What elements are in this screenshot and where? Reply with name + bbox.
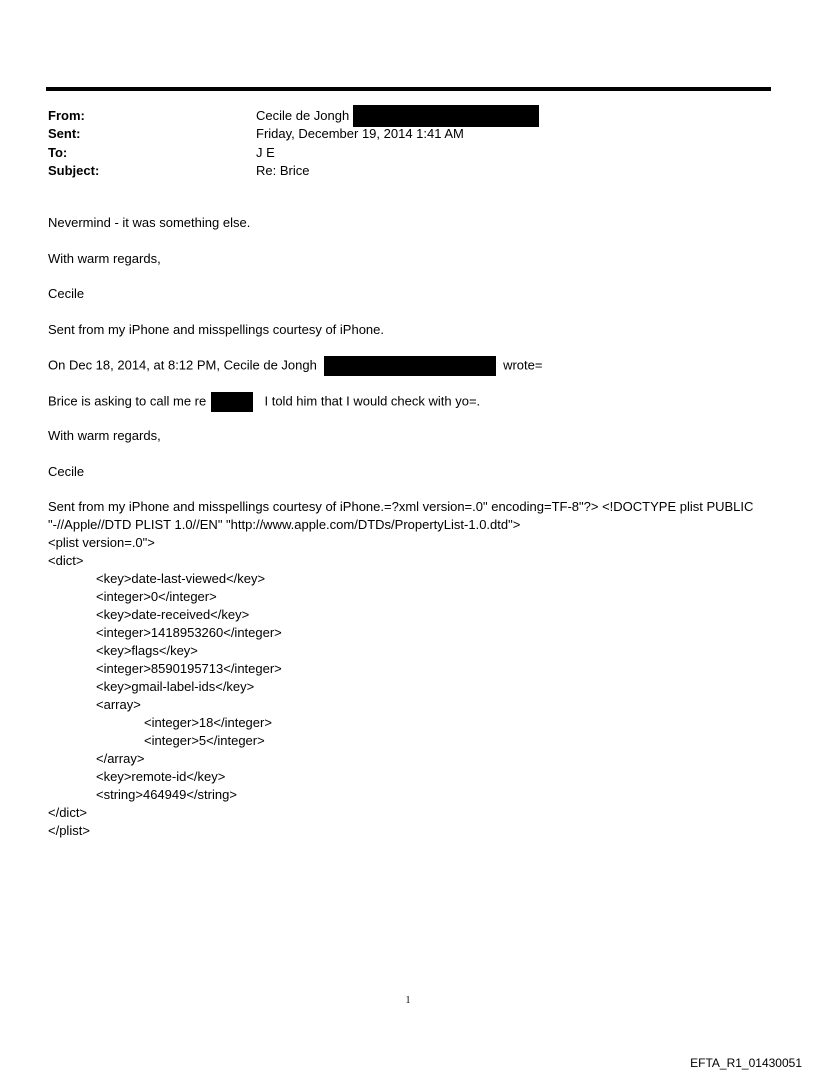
from-label: From: [48, 108, 85, 123]
signature-name: Cecile [48, 463, 85, 479]
regards-line: With warm regards, [48, 428, 161, 443]
quoted-line-end: I told him that I would check with yo=. [264, 392, 481, 408]
regards-line: With warm regards, [48, 250, 161, 266]
plist-line: <key>remote-id</key> [96, 769, 226, 784]
quote-intro-start: On Dec 18, 2014, at 8:12 PM, Cecile de Jongh [48, 357, 317, 373]
sent-label: Sent: [48, 126, 81, 142]
plist-line: <array> [96, 697, 141, 712]
signature-line: Sent from my iPhone and misspellings courtesy of iPhone.=?xml version=.0" encoding=TF-8"?> <!DOCTYPE plist PUBLIC [48, 499, 754, 514]
plist-line: <dict> [48, 553, 84, 568]
plist-line: <string>464949</string> [96, 787, 237, 802]
signature-line: Sent from my iPhone and misspellings courtesy of iPhone. [48, 321, 385, 337]
plist-block [48, 534, 773, 840]
redaction-box [353, 105, 539, 127]
to-label: To: [48, 144, 68, 160]
quoted-line-start: Brice is asking to call me re [48, 392, 207, 408]
header-rule [46, 87, 771, 91]
plist-line: <key>date-received</key> [96, 607, 250, 622]
quoted-line [48, 392, 773, 410]
plist-line: </dict> [48, 805, 88, 820]
plist-line: </plist> [48, 823, 90, 838]
redaction-box [211, 392, 253, 412]
to-value: J E [256, 144, 275, 160]
plist-line: <integer>1418953260</integer> [96, 625, 282, 640]
plist-line: <integer>8590195713</integer> [96, 661, 282, 676]
plist-line: </array> [96, 751, 145, 766]
from-row [48, 107, 768, 125]
to-row [48, 144, 768, 162]
plist-line: <integer>0</integer> [96, 589, 217, 604]
signature-name: Cecile [48, 286, 85, 301]
email-body [48, 214, 773, 840]
plist-line: <integer>5</integer> [144, 733, 265, 748]
sent-row [48, 125, 768, 143]
quote-intro [48, 356, 773, 374]
subject-value: Re: Brice [256, 162, 310, 178]
doctype-line: "-//Apple//DTD PLIST 1.0//EN" "http://www.apple.com/DTDs/PropertyList-1.0.dtd"> [48, 517, 521, 532]
email-header [48, 107, 768, 180]
page-number: 1 [405, 995, 411, 1006]
redaction-box [324, 356, 496, 376]
body-line: Nevermind - it was something else. [48, 215, 251, 230]
from-value: Cecile de Jongh [256, 108, 350, 123]
from-value-wrap [256, 107, 539, 125]
bates-number: EFTA_R1_01430051 [690, 1056, 802, 1070]
quote-intro-end: wrote= [503, 357, 543, 373]
plist-line: <integer>18</integer> [144, 715, 272, 730]
plist-line: <key>gmail-label-ids</key> [96, 679, 255, 694]
plist-line: <key>date-last-viewed</key> [96, 571, 266, 586]
plist-line: <plist version=.0"> [48, 535, 155, 550]
plist-line: <key>flags</key> [96, 643, 198, 658]
sent-value: Friday, December 19, 2014 1:41 AM [256, 126, 464, 142]
subject-row [48, 162, 768, 180]
subject-label: Subject: [48, 162, 100, 178]
